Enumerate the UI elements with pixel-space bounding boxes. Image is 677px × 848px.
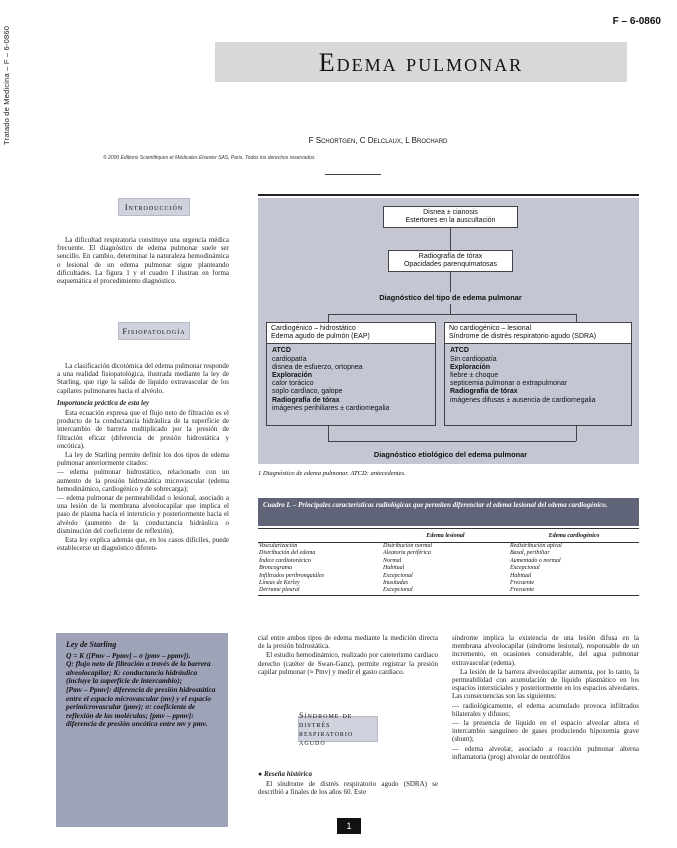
figure-caption: 1 Diagnóstico de edema pulmonar. ATCD: antecedentes. <box>258 470 406 477</box>
cardiogenic-box <box>266 322 436 426</box>
copyright: © 2000 Éditions Scientifiques et Médicales Elsevier SAS, Paris. Todos los derechos reservados. <box>103 155 316 161</box>
header-line: Edema agudo de pulmón (EAP) <box>271 333 370 341</box>
cell: Redistribución apical <box>510 543 562 549</box>
connector <box>576 426 577 441</box>
noncardiogenic-body <box>445 344 631 407</box>
fisio-text <box>57 362 229 553</box>
cell: Habitual <box>383 565 405 572</box>
table-row <box>258 550 639 557</box>
symptoms-line: Estertores en la auscultación <box>405 217 496 224</box>
page-title: Edema pulmonar <box>318 48 524 77</box>
connector <box>450 304 451 314</box>
resena-section <box>258 766 438 798</box>
mid-paragraph-1: cial entre ambos tipos de edema mediante la medición directa de la presión hidrostática. <box>258 634 438 651</box>
cell: Distribución del edema <box>259 550 316 557</box>
table-header-empty <box>258 529 382 543</box>
right-bullet-2: — la presencia de líquido en el espacio alveolar altera el intercambio sanguíneo de gases produciendo hipoxemia grave (shunt); <box>452 719 639 744</box>
table-row <box>258 573 639 580</box>
item: soplo cardíaco, galope <box>272 388 343 396</box>
connector <box>328 314 576 315</box>
cell: Infiltrados peribronquiáles <box>259 572 324 579</box>
side-label: Tratado de Medicina – F – 6-0860 <box>2 25 11 145</box>
xray-box <box>388 250 513 272</box>
xray-line: Opacidades parenquimatosas <box>403 261 497 268</box>
cell: Aleatoria periférica <box>383 550 431 557</box>
header-line: No cardiogénico – lesional <box>449 325 532 332</box>
right-paragraph-1: síndrome implica la existencia de una lesión difusa en la membrana alveolocapilar (síndrome lesional), responsable de un incremento, en ocasiones considerable, del agua pulmonar extravascular (edema). <box>452 634 639 667</box>
authors: F Schortgen, C Delclaux, L Brochard <box>308 136 448 145</box>
table-row <box>258 558 639 565</box>
middle-column <box>258 634 438 677</box>
noncardiogenic-box <box>444 322 632 426</box>
ley-bullet-2: — edema pulmonar de permeabilidad o lesional, asociado a una lesión de la membrana alveolocapilar que implica el paso de plasma hacia el intersticio y posteriormente hacia el alvéolo (aumento de la conductancia hidráulica o disminución del coeficiente de reflexión). <box>57 494 229 535</box>
table-row <box>258 565 639 572</box>
ley-bullet-1: — edema pulmonar hidrostático, relacionado con un aumento de la presión hidrostática microvascular (edema hemodinámico, cardiogénico y de sobrecarga); <box>57 468 229 493</box>
cell: Líneas de Kerley <box>259 580 300 587</box>
right-bullet-1: — radiológicamente, el edema acumulado provoca infiltrados bilaterales y difusos; <box>452 701 639 718</box>
header-line: Síndrome de distrés respiratorio agudo (SDRA) <box>449 333 597 341</box>
item-heading: Exploración <box>450 363 491 371</box>
ley-paragraph-1: Esta ecuación expresa que el flujo neto de filtración es el producto de la conductancia hidráulica de la superficie de intercambio de barrera multiplicado por la presión de filtración eficaz (diferencia de presión hidrostática y oncótica). <box>57 409 229 450</box>
cell: Habitual <box>510 572 532 579</box>
connector <box>328 426 329 441</box>
starling-line: Q: flujo neto de filtración a través de la barrera alveolocapilar; K: conductancia hidráulica (incluye la superficie de intercambio); <box>66 659 211 686</box>
page-number: 1 <box>337 818 361 834</box>
sdra-heading <box>298 711 378 747</box>
ley-paragraph-3: Esta ley explica además que, en los casos difíciles, puede establecerse un diagnóstico diferen- <box>57 536 229 553</box>
header-line: Cardiogénico – hidrostático <box>271 325 356 332</box>
item: calor torácico <box>272 380 314 388</box>
cardiogenic-body <box>267 344 435 416</box>
cell: Aumentado o normal <box>510 557 561 564</box>
ley-paragraph-2: La ley de Starling permite definir los dos tipos de edema pulmonar anteriormente citados: <box>57 451 229 468</box>
starling-title: Ley de Starling <box>66 640 117 649</box>
cell: Normal <box>383 557 402 564</box>
symptoms-line: Disnea ± cianosis <box>423 209 478 216</box>
item: Sin cardiopatía <box>450 355 497 363</box>
table-header-row <box>258 529 639 543</box>
symptoms-box <box>383 206 518 228</box>
cell: Excepcional <box>510 565 540 572</box>
item: imágenes difusas ± ausencia de cardiomegalia <box>450 396 596 404</box>
item-heading: Exploración <box>272 372 313 380</box>
item-heading: ATCD <box>450 347 469 355</box>
item-heading: Radiografía de tórax <box>450 388 518 396</box>
intro-text <box>57 236 229 286</box>
table-header-lesional: Edema lesional <box>382 529 509 543</box>
resena-subhead: ● Reseña histórica <box>258 770 313 778</box>
cell: Inusitadas <box>383 580 409 587</box>
dx-type-label: Diagnóstico del tipo de edema pulmonar <box>379 293 522 302</box>
connector <box>450 228 451 250</box>
noncardiogenic-header <box>445 323 631 344</box>
cell: Frecuente <box>509 587 639 595</box>
item: disnea de esfuerzo, ortopnea <box>272 363 363 371</box>
ley-subhead: Importancia práctica de esta ley <box>57 398 150 407</box>
cell: Frecuente <box>510 580 535 587</box>
table-header-cardiogenic: Edema cardiogénico <box>509 529 639 543</box>
item: fiebre ± choque <box>450 372 499 380</box>
cell: Excepcional <box>382 587 509 595</box>
sdra-heading-line: respiratorio agudo <box>299 729 354 747</box>
mid-paragraph-2: El estudio hemodinámico, realizado por cateterismo cardiaco derecho (catéter de Swan-Ganz), permite registrar la presión capilar pulmonar (≈ Pmv) y medir el gasto cardiaco. <box>258 651 438 676</box>
dx-etio-label: Diagnóstico etiológico del edema pulmonar <box>373 450 528 459</box>
starling-line: [Pmv – Ppmv]: diferencia de presión hidrostática entre el espacio microvascular (mv) y el espacio perimicrovascular (pmv); σ: coeficiente de reflexión de las moléculas; [pmv – ppmv]: diferencia de presión oncótica entre mv y pmv. <box>66 684 216 729</box>
table-row <box>258 587 639 595</box>
cell: Vascularización <box>259 543 298 549</box>
fisio-heading: Fisiopatología <box>118 322 190 340</box>
page-code: F – 6-0860 <box>612 16 661 27</box>
connector <box>450 272 451 292</box>
item: cardiopatía <box>272 355 307 363</box>
right-bullet-3: — edema alveolar, asociado a reacción pulmonar alterna inflamatoria (prog) alveolar de neutrófilos <box>452 744 639 761</box>
intro-paragraph: La dificultad respiratoria constituye una urgencia médica frecuente. El diagnóstico de edema pulmonar suele ser sencillo. En cambio, determinar la naturaleza hemodinámica o lesional de un edema pulmonar sigue planteando dificultades. La figura 1 y el cuadro I ilustran en forma esquemática el procedimiento diagnóstico. <box>57 236 229 286</box>
cell: Excepcional <box>383 572 413 579</box>
sdra-heading-line: Síndrome de distrés <box>299 711 353 729</box>
divider <box>325 174 381 175</box>
xray-line: Radiografía de tórax <box>418 253 483 260</box>
table-row <box>258 543 639 551</box>
diagnosis-flowchart <box>258 198 639 464</box>
connector <box>328 314 329 322</box>
cell: Derrame pleural <box>258 587 382 595</box>
cardiogenic-header <box>267 323 435 344</box>
right-column <box>452 634 639 762</box>
item-heading: Radiografía de tórax <box>272 396 340 404</box>
cell: Distribución normal <box>383 543 433 549</box>
cell: Basal, perihiliar <box>510 550 550 557</box>
item: septicemia pulmonar o extrapulmonar <box>450 380 568 388</box>
figure-top-rule <box>258 194 639 196</box>
cell: Índice cardiotorácico <box>259 557 311 564</box>
fisio-paragraph: La clasificación dicotómica del edema pulmonar responde a una realidad fisiopatológica, ilustrada mediante la ley de Starling, que rige la salida de líquido extravascular de los capilares pulmonares hacia el alvéolo. <box>57 362 229 395</box>
resena-paragraph: El síndrome de distrés respiratorio agudo (SDRA) se describió a finales de los años 60. Este <box>258 780 438 797</box>
item-heading: ATCD <box>272 347 291 355</box>
intro-heading: Introducción <box>118 198 190 216</box>
connector <box>576 314 577 322</box>
starling-line: Q = K ([Pmv – Ppmv] – σ [pmv – ppmv]). <box>66 650 191 660</box>
cell: Broncograma <box>259 565 293 572</box>
table-row <box>258 580 639 587</box>
item: imágenes perihiliares ± cardiomegalia <box>272 404 390 412</box>
connector <box>328 441 576 442</box>
right-paragraph-2: La lesión de la barrera alveolocapilar aumenta, por lo tanto, la permeabilidad con acumulación de líquido plasmático en los espacios intersticiales y posteriormente en los espacios alveolares. Las consecuencias son las siguientes: <box>452 667 639 701</box>
table-title: Cuadro I. – Principales características radiológicas que permiten diferenciar el edema lesional del edema cardiogénico. <box>258 498 639 526</box>
starling-box <box>56 633 228 827</box>
radiology-table <box>258 528 639 596</box>
